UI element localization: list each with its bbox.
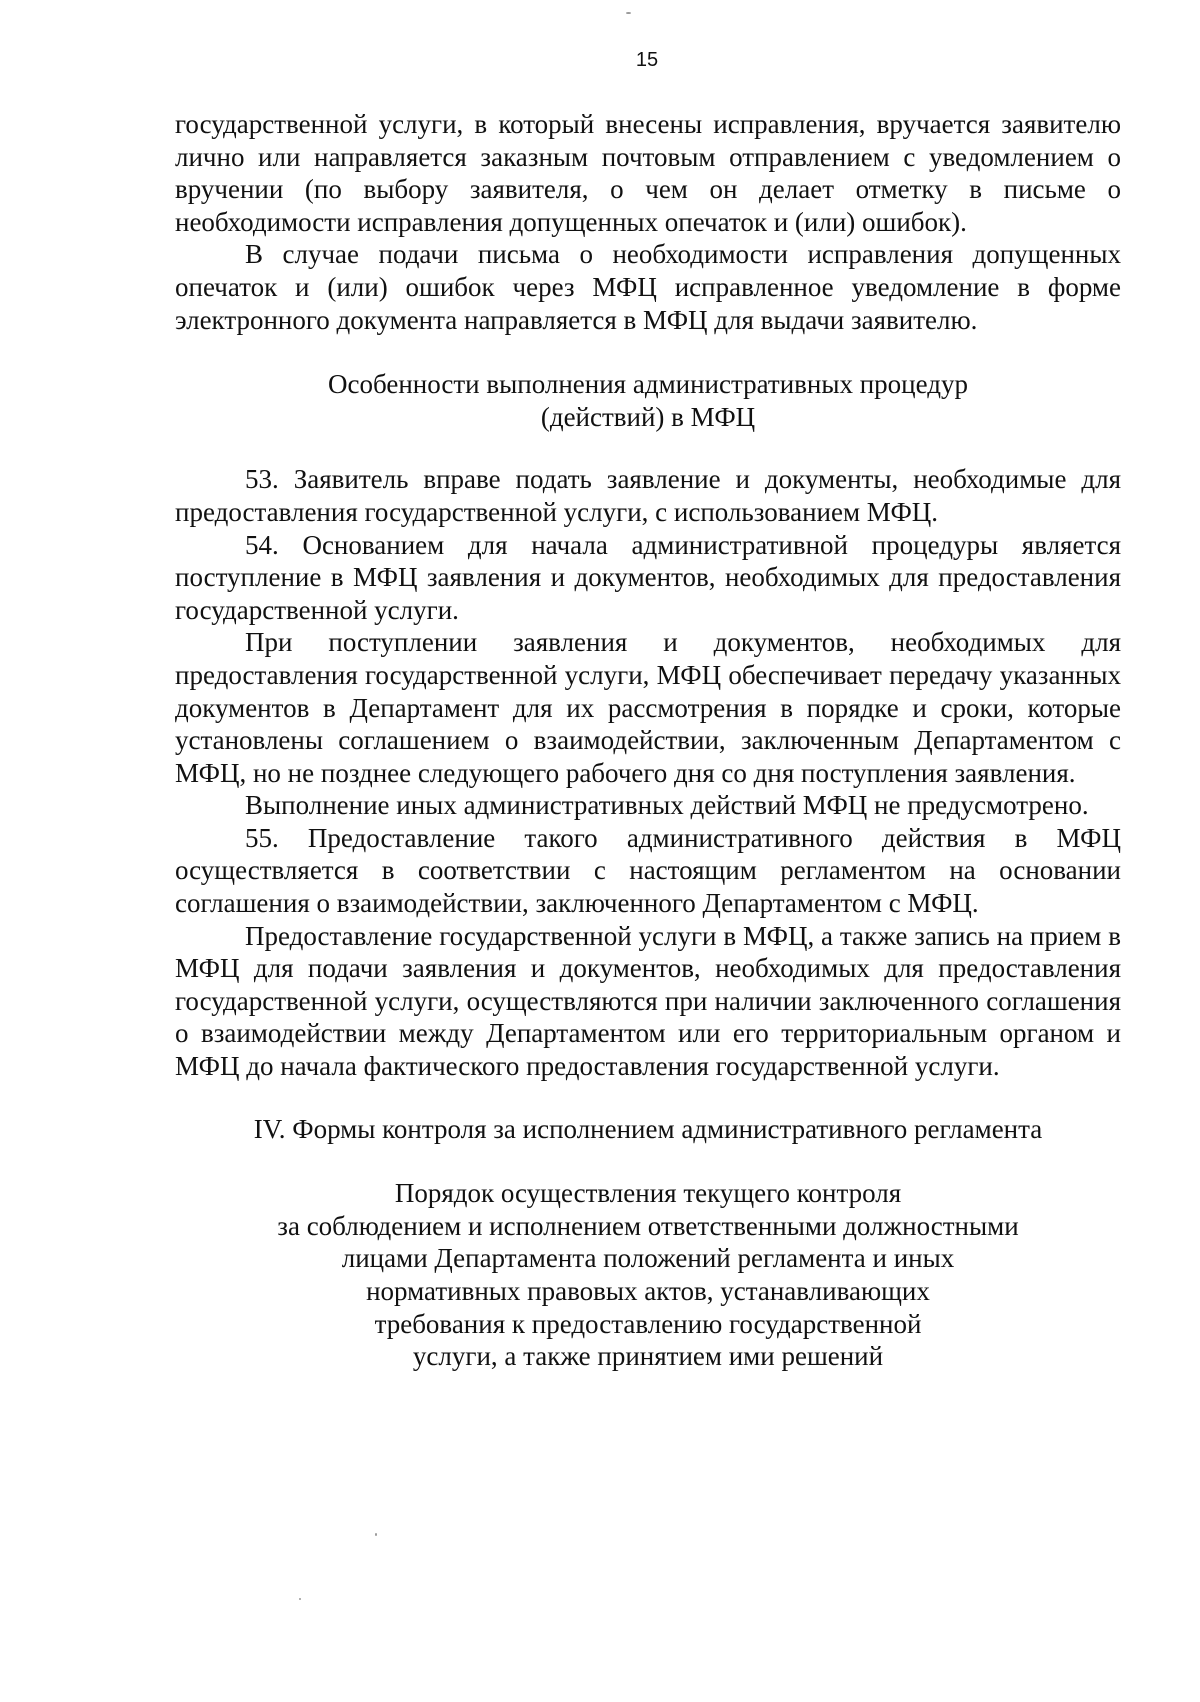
scan-speck <box>375 1533 377 1536</box>
page-number: 15 <box>635 49 659 71</box>
subheading-line-1: Порядок осуществления текущего контроля <box>394 1178 902 1209</box>
paragraph-54: 54. Основанием для начала административной процедуры является поступление в МФЦ заявления и документов, необходимых для предоставления государственной услуги. <box>175 529 1121 625</box>
paragraph-53: 53. Заявитель вправе подать заявление и документы, необходимые для предоставления государственной услуги, с использованием МФЦ. <box>175 464 1121 527</box>
paragraph-55: 55. Предоставление такого административного действия в МФЦ осуществляется в соответствии с настоящим регламентом на основании соглашения о взаимодействии, заключенного Департаментом с МФЦ. <box>175 822 1121 919</box>
scan-speck <box>626 12 631 14</box>
subheading-line-2: за соблюдением и исполнением ответственными должностными <box>277 1210 1019 1241</box>
spacer <box>175 336 1121 368</box>
spacer <box>175 1083 1121 1113</box>
subheading-line-5: требования к предоставлению государственной <box>374 1308 922 1339</box>
heading-mfc-line-2: (действий) в МФЦ <box>540 401 756 432</box>
subheading-line-4: нормативных правовых актов, устанавливающих <box>366 1276 930 1306</box>
scan-speck <box>299 1598 301 1600</box>
heading-mfc-procedures <box>175 368 1121 433</box>
subheading-line-3: лицами Департамента положений регламента и иных <box>341 1243 955 1274</box>
paragraph-55-agreement: Предоставление государственной услуги в МФЦ, а также запись на прием в МФЦ для подачи заявления и документов, необходимых для предоставления государственной услуги, осуществляются при наличии заключенного соглашения о взаимодействии между Департаментом или его территориальным органом и МФЦ до начала фактического предоставления государственной услуги. <box>175 920 1121 1082</box>
document-body <box>175 108 1121 1373</box>
heading-mfc-line-1: Особенности выполнения административных процедур <box>327 369 968 400</box>
subheading-line-6: услуги, а также принятием ими решений <box>412 1341 884 1372</box>
subheading-current-control <box>175 1177 1121 1373</box>
paragraph-54-transfer: При поступлении заявления и документов, необходимых для предоставления государственной услуги, МФЦ обеспечивает передачу указанных документов в Департамент для их рассмотрения в порядке и сроки, которые установлены соглашением о взаимодействии, заключенным Департаментом с МФЦ, но не позднее следующего рабочего дня со дня поступления заявления. <box>175 627 1121 788</box>
section-heading-control: IV. Формы контроля за исполнением административного регламента <box>253 1113 1043 1144</box>
paragraph-54-other-actions: Выполнение иных административных действий МФЦ не предусмотрено. <box>245 790 1089 821</box>
spacer <box>175 433 1121 463</box>
paragraph-mfc-correction: В случае подачи письма о необходимости исправления допущенных опечаток и (или) ошибок через МФЦ исправленное уведомление в форме электронного документа направляется в МФЦ для выдачи заявителю. <box>175 239 1121 335</box>
spacer <box>175 1145 1121 1177</box>
paragraph-correction-delivery: государственной услуги, в который внесены исправления, вручается заявителю лично или направляется заказным почтовым отправлением с уведомлением о вручении (по выбору заявителя, о чем он делает отметку в письме о необходимости исправления допущенных опечаток и (или) ошибок). <box>175 109 1121 237</box>
